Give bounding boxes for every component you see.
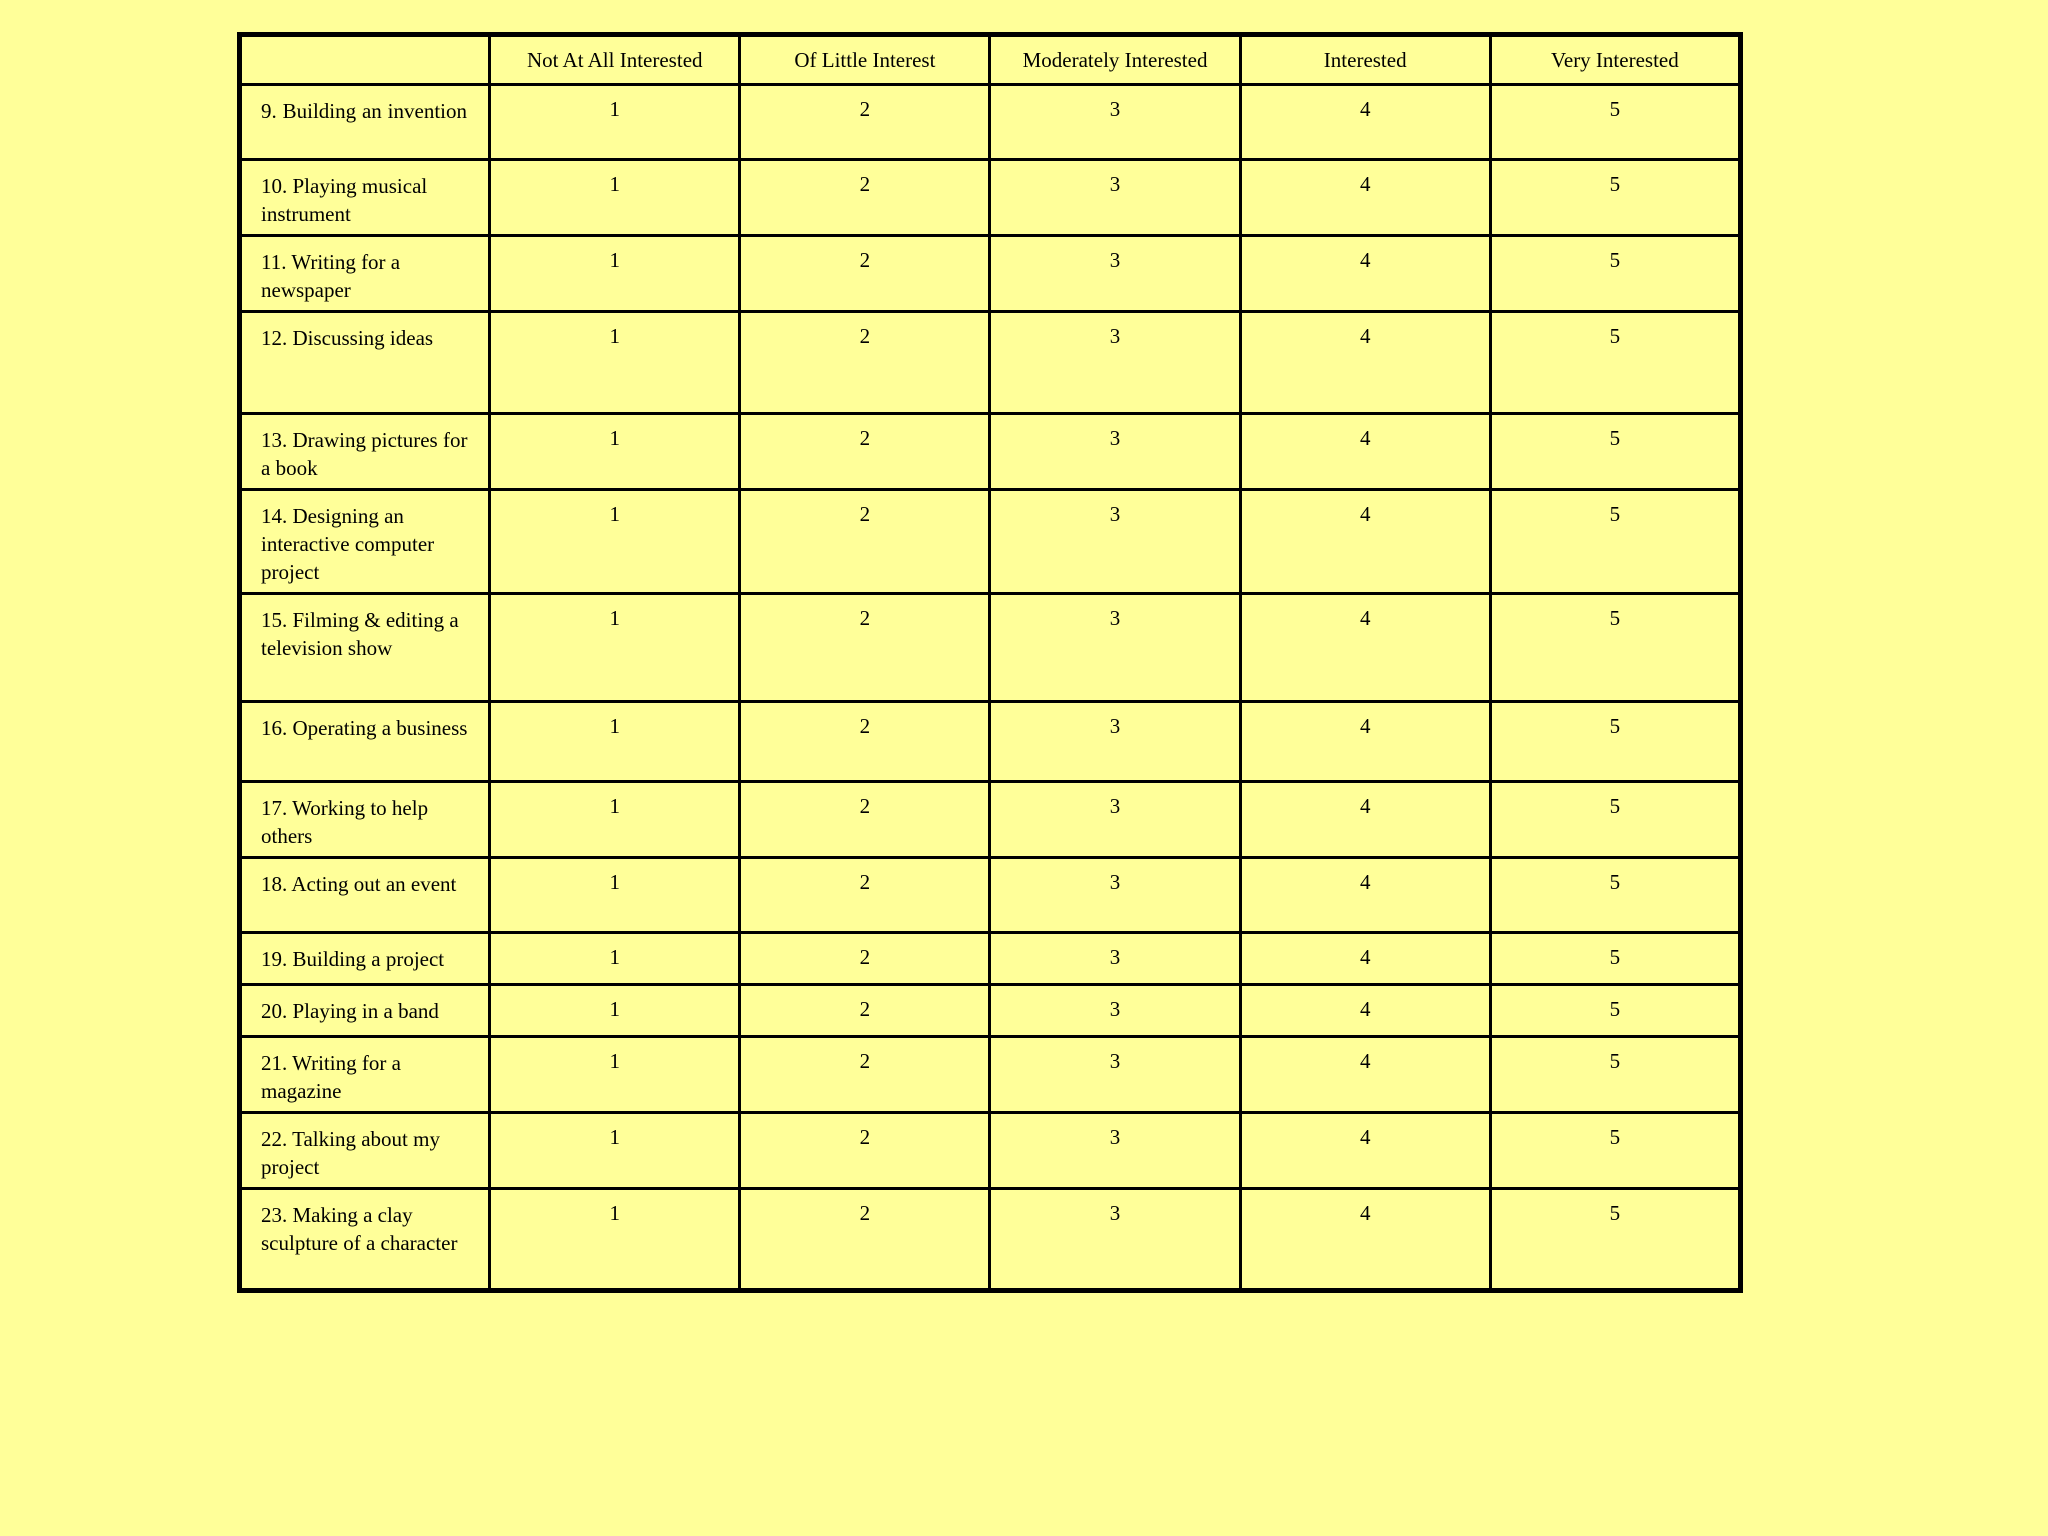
rating-cell[interactable]: 1 [490, 1113, 740, 1189]
header-very-interested: Very Interested [1490, 35, 1740, 85]
item-label: 11. Writing for a newspaper [261, 250, 401, 302]
table-row [240, 414, 1741, 490]
rating-cell[interactable]: 4 [1240, 1037, 1490, 1113]
rating-cell[interactable]: 1 [490, 985, 740, 1037]
rating-cell[interactable]: 5 [1490, 782, 1740, 858]
rating-cell[interactable]: 4 [1240, 414, 1490, 490]
table-row [240, 312, 1741, 414]
rating-cell[interactable]: 1 [490, 1037, 740, 1113]
item-label-cell [240, 160, 490, 236]
header-of-little-interest: Of Little Interest [740, 35, 990, 85]
rating-cell[interactable]: 3 [990, 312, 1240, 414]
rating-cell[interactable]: 1 [490, 490, 740, 594]
rating-cell[interactable]: 3 [990, 933, 1240, 985]
table-row [240, 160, 1741, 236]
table-row [240, 702, 1741, 782]
rating-cell[interactable]: 1 [490, 933, 740, 985]
rating-cell[interactable]: 4 [1240, 985, 1490, 1037]
item-label: 22. Talking about my project [261, 1127, 440, 1179]
item-label-cell [240, 85, 490, 160]
rating-cell[interactable]: 5 [1490, 490, 1740, 594]
item-label: 17. Working to help others [261, 796, 429, 848]
rating-cell[interactable]: 4 [1240, 594, 1490, 702]
rating-cell[interactable]: 1 [490, 414, 740, 490]
rating-cell[interactable]: 3 [990, 782, 1240, 858]
rating-cell[interactable]: 4 [1240, 236, 1490, 312]
rating-cell[interactable]: 3 [990, 594, 1240, 702]
rating-cell[interactable]: 3 [990, 1113, 1240, 1189]
item-label: 16. Operating a business [261, 716, 468, 740]
rating-cell[interactable]: 3 [990, 858, 1240, 933]
item-label: 15. Filming & editing a television show [261, 608, 459, 660]
table-row [240, 490, 1741, 594]
rating-cell[interactable]: 1 [490, 1189, 740, 1291]
rating-cell[interactable]: 2 [740, 933, 990, 985]
item-label-cell [240, 933, 490, 985]
rating-cell[interactable]: 1 [490, 312, 740, 414]
rating-cell[interactable]: 4 [1240, 160, 1490, 236]
rating-cell[interactable]: 2 [740, 312, 990, 414]
table-row [240, 594, 1741, 702]
rating-cell[interactable]: 5 [1490, 702, 1740, 782]
rating-cell[interactable]: 5 [1490, 414, 1740, 490]
item-label: 13. Drawing pictures for a book [261, 428, 468, 480]
table-row [240, 933, 1741, 985]
rating-cell[interactable]: 3 [990, 490, 1240, 594]
rating-cell[interactable]: 1 [490, 160, 740, 236]
item-label-cell [240, 985, 490, 1037]
table-row [240, 85, 1741, 160]
item-label: 18. Acting out an event [261, 872, 457, 896]
rating-cell[interactable]: 5 [1490, 1113, 1740, 1189]
table-row [240, 985, 1741, 1037]
table-row [240, 236, 1741, 312]
rating-cell[interactable]: 2 [740, 236, 990, 312]
rating-cell[interactable]: 3 [990, 236, 1240, 312]
rating-cell[interactable]: 4 [1240, 1189, 1490, 1291]
item-label-cell [240, 1189, 490, 1291]
rating-cell[interactable]: 3 [990, 1189, 1240, 1291]
rating-cell[interactable]: 5 [1490, 1037, 1740, 1113]
header-not-at-all-interested: Not At All Interested [490, 35, 740, 85]
rating-cell[interactable]: 5 [1490, 236, 1740, 312]
item-label: 23. Making a clay sculpture of a character [261, 1203, 458, 1255]
rating-cell[interactable]: 1 [490, 85, 740, 160]
rating-cell[interactable]: 1 [490, 594, 740, 702]
rating-cell[interactable]: 3 [990, 985, 1240, 1037]
rating-cell[interactable]: 2 [740, 1113, 990, 1189]
rating-cell[interactable]: 4 [1240, 702, 1490, 782]
item-label: 9. Building an invention [261, 99, 467, 123]
rating-cell[interactable]: 3 [990, 414, 1240, 490]
rating-cell[interactable]: 5 [1490, 1189, 1740, 1291]
item-label-cell [240, 782, 490, 858]
table-row [240, 782, 1741, 858]
rating-cell[interactable]: 5 [1490, 933, 1740, 985]
item-label-cell [240, 858, 490, 933]
item-label-cell [240, 490, 490, 594]
rating-cell[interactable]: 2 [740, 85, 990, 160]
rating-cell[interactable]: 5 [1490, 312, 1740, 414]
item-label: 19. Building a project [261, 947, 445, 971]
item-label-cell [240, 414, 490, 490]
rating-cell[interactable]: 4 [1240, 858, 1490, 933]
rating-cell[interactable]: 3 [990, 160, 1240, 236]
item-label-cell [240, 236, 490, 312]
rating-cell[interactable]: 2 [740, 490, 990, 594]
rating-cell[interactable]: 5 [1490, 160, 1740, 236]
header-row [240, 35, 1741, 85]
item-label: 21. Writing for a magazine [261, 1051, 401, 1103]
table-row [240, 1037, 1741, 1113]
rating-cell[interactable]: 3 [990, 702, 1240, 782]
header-blank-cell [240, 35, 490, 85]
rating-cell[interactable]: 2 [740, 782, 990, 858]
item-label: 14. Designing an interactive computer project [261, 504, 435, 584]
table-row [240, 1189, 1741, 1291]
rating-cell[interactable]: 2 [740, 414, 990, 490]
rating-cell[interactable]: 5 [1490, 85, 1740, 160]
item-label-cell [240, 702, 490, 782]
rating-cell[interactable]: 4 [1240, 312, 1490, 414]
rating-cell[interactable]: 2 [740, 594, 990, 702]
rating-cell[interactable]: 4 [1240, 1113, 1490, 1189]
rating-cell[interactable]: 2 [740, 858, 990, 933]
rating-cell[interactable]: 3 [990, 1037, 1240, 1113]
rating-cell[interactable]: 1 [490, 858, 740, 933]
rating-cell[interactable]: 4 [1240, 85, 1490, 160]
rating-cell[interactable]: 2 [740, 985, 990, 1037]
table-row [240, 1113, 1741, 1189]
rating-cell[interactable]: 2 [740, 702, 990, 782]
item-label-cell [240, 312, 490, 414]
rating-cell[interactable]: 4 [1240, 933, 1490, 985]
header-moderately-interested: Moderately Interested [990, 35, 1240, 85]
item-label-cell [240, 1113, 490, 1189]
item-label: 10. Playing musical instrument [261, 174, 428, 226]
rating-cell[interactable]: 5 [1490, 594, 1740, 702]
item-label: 20. Playing in a band [261, 999, 439, 1023]
item-label-cell [240, 594, 490, 702]
rating-cell[interactable]: 5 [1490, 858, 1740, 933]
rating-cell[interactable]: 2 [740, 160, 990, 236]
rating-cell[interactable]: 1 [490, 236, 740, 312]
rating-cell[interactable]: 2 [740, 1037, 990, 1113]
interest-survey-table [237, 32, 1743, 1293]
item-label-cell [240, 1037, 490, 1113]
header-interested: Interested [1240, 35, 1490, 85]
rating-cell[interactable]: 1 [490, 702, 740, 782]
rating-cell[interactable]: 2 [740, 1189, 990, 1291]
item-label: 12. Discussing ideas [261, 326, 434, 350]
rating-cell[interactable]: 3 [990, 85, 1240, 160]
rating-cell[interactable]: 4 [1240, 782, 1490, 858]
table-row [240, 858, 1741, 933]
rating-cell[interactable]: 4 [1240, 490, 1490, 594]
rating-cell[interactable]: 5 [1490, 985, 1740, 1037]
rating-cell[interactable]: 1 [490, 782, 740, 858]
